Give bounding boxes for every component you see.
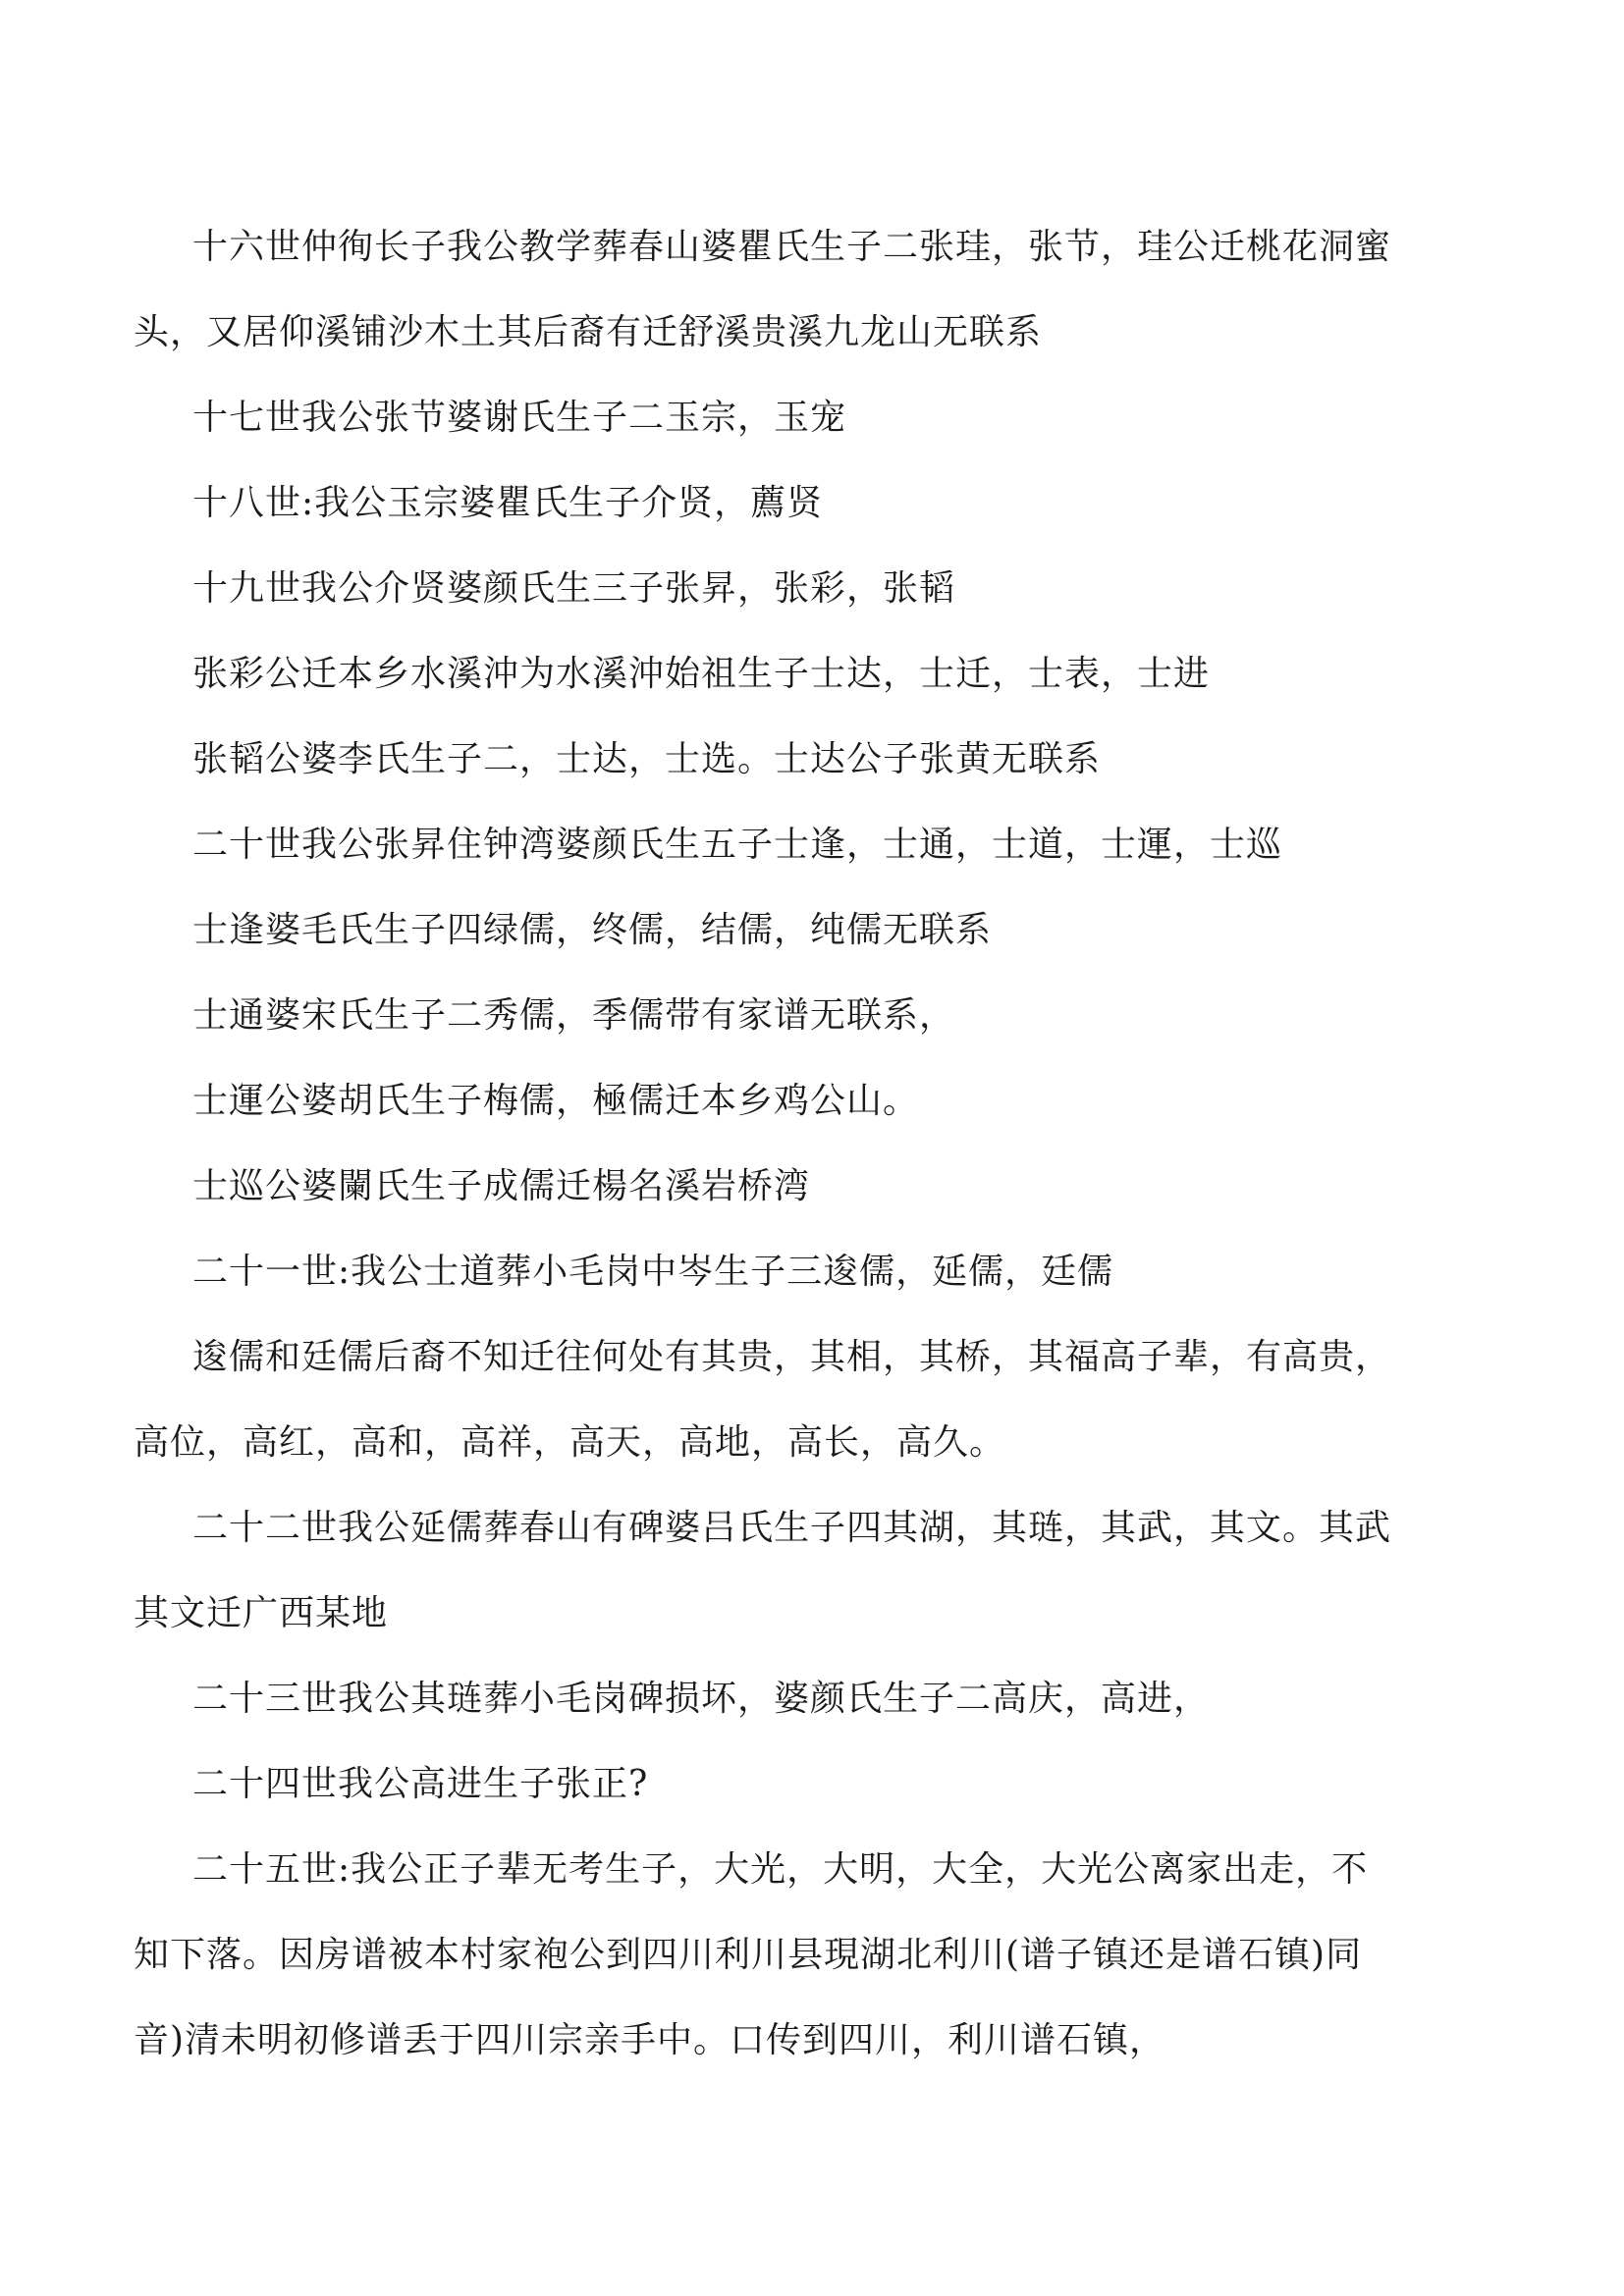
paragraph-shifeng: 士逢婆毛氏生子四绿儒，终儒，结儒，纯儒无联系 xyxy=(192,910,993,950)
paragraph-23rd-generation: 二十三世我公其琏葬小毛岗碑损坏，婆颜氏生子二高庆，高进， xyxy=(192,1679,1211,1719)
paragraph-18th-generation: 十八世:我公玉宗婆瞿氏生子介贤，薦贤 xyxy=(192,483,824,523)
paragraph-zhangtao: 张韬公婆李氏生子二，士达，士选。士达公子张黄无联系 xyxy=(192,739,1102,779)
paragraph-zhangcai: 张彩公迁本乡水溪沖为水溪沖始祖生子士达，士迁，士表，士进 xyxy=(192,654,1211,694)
paragraph-19th-generation: 十九世我公介贤婆颜氏生三子张昇，张彩，张韬 xyxy=(192,568,956,609)
paragraph-16th-generation: 十六世仲徇长子我公教学葬春山婆瞿氏生子二张珪，张节，珪公迁桃花洞蜜头，又居仰溪铺沙木土其后裔有迁舒溪贵溪九龙山无联系 xyxy=(134,227,1392,352)
paragraph-25th-generation: 二十五世:我公正子辈无考生子，大光，大明，大全，大光公离家出走，不知下落。因房谱被本村家袍公到四川利川县現湖北利川(谱子镇还是谱石镇)同音)清未明初修谱丢于四川宗亲手中。口传到四川，利川谱石镇， xyxy=(134,1849,1369,2060)
paragraph-junru-tingru: 逡儒和廷儒后裔不知迁往何处有其贵，其相，其桥，其福高子辈，有高贵，高位，高红，高和，高祥，高天，高地，高长，高久。 xyxy=(134,1337,1392,1463)
paragraph-24th-generation: 二十四世我公高进生子张正? xyxy=(192,1764,649,1804)
paragraph-20th-generation: 二十世我公张昇住钟湾婆颜氏生五子士逢，士通，士道，士運，士巡 xyxy=(192,825,1283,865)
paragraph-shitong: 士通婆宋氏生子二秀儒，季儒带有家谱无联系， xyxy=(192,995,956,1036)
paragraph-shixun: 士巡公婆闌氏生子成儒迁楊名溪岩桥湾 xyxy=(192,1166,811,1206)
paragraph-shiyun: 士運公婆胡氏生子梅儒，極儒迁本乡鸡公山。 xyxy=(192,1081,920,1121)
paragraph-22nd-generation: 二十二世我公延儒葬春山有碑婆吕氏生子四其湖，其琏，其武，其文。其武其文迁广西某地 xyxy=(134,1508,1392,1633)
paragraph-17th-generation: 十七世我公张节婆谢氏生子二玉宗，玉宠 xyxy=(192,398,847,438)
paragraph-21st-generation: 二十一世:我公士道葬小毛岗中岑生子三逡儒，延儒，廷儒 xyxy=(192,1252,1114,1292)
